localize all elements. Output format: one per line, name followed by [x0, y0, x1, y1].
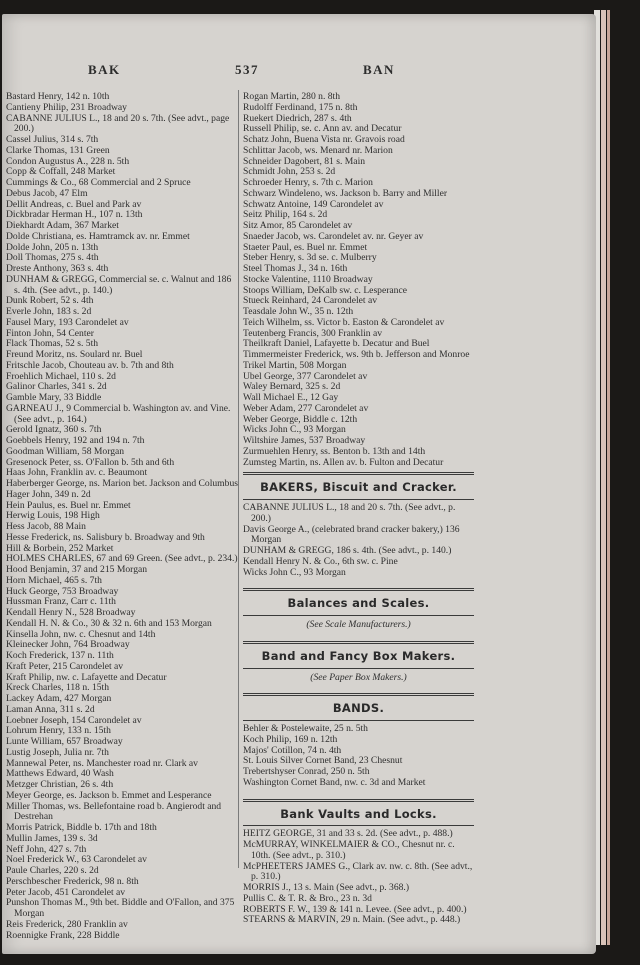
directory-entry: McMURRAY, WINKELMAIER & CO., Chesnut nr. c. 10th. (See advt., p. 310.) [243, 839, 455, 861]
directory-entry: HOLMES CHARLES, 67 and 69 Green. (See advt., p. 234.) [6, 553, 238, 565]
directory-entry: DUNHAM & GREGG, Commercial se. c. Walnut and 186 s. 4th. (See advt., p. 140.) [6, 273, 232, 296]
directory-entry: Pullis C. & T. R. & Bro., 23 n. 3d [243, 892, 372, 904]
directory-entry: Theilkraft Daniel, Lafayette b. Decatur and Buel [243, 338, 430, 350]
category-heading: BAKERS, Biscuit and Cracker. [243, 472, 474, 500]
directory-entry: Waley Bernard, 325 s. 2d [243, 381, 341, 393]
directory-entry: Froehlich Michael, 110 s. 2d [6, 370, 116, 382]
directory-entry: Horn Michael, 465 s. 7th [6, 574, 102, 586]
directory-entry: Meyer George, es. Jackson b. Emmet and Lesperance [6, 789, 212, 801]
directory-entry: CABANNE JULIUS L., 18 and 20 s. 7th. (See advt., p. 200.) [243, 502, 456, 524]
directory-entry: Hill & Borbein, 252 Market [6, 542, 114, 554]
directory-entry: Condon Augustus A., 228 n. 5th [6, 155, 130, 167]
directory-entry: Snaeder Jacob, ws. Carondelet av. nr. Geyer av [243, 230, 424, 242]
directory-entry: Weber George, Biddle c. 12th [243, 413, 358, 425]
directory-entry: Russell Philip, se. c. Ann av. and Decatur [243, 123, 402, 135]
directory-entry: Schroeder Henry, s. 7th c. Marion [243, 177, 373, 188]
directory-entry: Behler & Postelewaite, 25 n. 5th [243, 723, 368, 734]
running-head-left: BAK [88, 62, 121, 77]
directory-entry: HEITZ GEORGE, 31 and 33 s. 2d. (See advt., p. 488.) [243, 828, 453, 840]
directory-entry: Hein Paulus, es. Buel nr. Emmet [6, 499, 131, 511]
directory-entry: Laman Anna, 311 s. 2d [6, 703, 95, 715]
directory-entry: Dellit Andreas, c. Buel and Park av [6, 198, 142, 210]
directory-entry: Trikel Martin, 508 Morgan [243, 359, 347, 371]
directory-entry: McPHEETERS JAMES G., Clark av. nw. c. 8th. (See advt., p. 310.) [243, 860, 473, 883]
directory-entry: Lackey Adam, 427 Morgan [6, 693, 112, 704]
directory-entry: Schatz John, Buena Vista nr. Gravois road [243, 134, 405, 145]
directory-entry: Ruekert Diedrich, 287 s. 4th [243, 112, 352, 124]
directory-entry: Dolde Christiana, es. Hamtramck av. nr. Emmet [6, 230, 190, 242]
directory-entry: Freund Moritz, ns. Soulard nr. Buel [6, 349, 143, 360]
directory-entry: St. Louis Silver Cornet Band, 23 Chesnut [243, 755, 403, 767]
category-section [243, 693, 474, 792]
directory-entry: Bastard Henry, 142 n. 10th [6, 91, 110, 102]
directory-entry: Herwig Louis, 198 High [6, 510, 100, 522]
directory-entry: Kraft Peter, 215 Carondelet av [6, 660, 124, 672]
directory-entry: Timmermeister Frederick, ws. 9th b. Jefferson and Monroe [243, 349, 470, 360]
directory-entry: Loebner Joseph, 154 Carondelet av [6, 714, 142, 726]
directory-entry: Mannewal Peter, ns. Manchester road nr. Clark av [6, 757, 198, 769]
directory-entry: Weber Adam, 277 Carondelet av [243, 402, 369, 414]
directory-entry: Noel Frederick W., 63 Carondelet av [6, 854, 147, 866]
directory-entry: CABANNE JULIUS L., 18 and 20 s. 7th. (See advt., page 200.) [6, 112, 230, 135]
section-spacer [243, 789, 474, 793]
directory-entry: DUNHAM & GREGG, 186 s. 4th. (See advt., p. 140.) [243, 545, 452, 556]
directory-entry: Miller Thomas, ws. Bellefontaine road b. Angierodt and Destrehan [6, 800, 222, 823]
directory-entry: Koch Philip, 169 n. 12th [243, 733, 338, 745]
directory-entry: Huck George, 753 Broadway [6, 585, 119, 597]
section-spacer [243, 578, 474, 582]
directory-entry: Ubel George, 377 Carondelet av [243, 370, 368, 382]
directory-entry: Haas John, Franklin av. c. Beaumont [6, 467, 148, 479]
directory-entry: Dunk Robert, 52 s. 4th [6, 295, 94, 307]
directory-entry: Neff John, 427 s. 7th [6, 843, 87, 855]
category-section [243, 641, 474, 688]
running-head-right: BAN [363, 62, 395, 77]
directory-entry: Paule Charles, 220 s. 2d [6, 865, 99, 876]
directory-entry: Stoops William, DeKalb sw. c. Lesperance [243, 284, 407, 296]
directory-entry: Lunte William, 657 Broadway [6, 736, 123, 747]
directory-entry: Lustig Joseph, Julia nr. 7th [6, 746, 109, 758]
directory-entry: Cantieny Philip, 231 Broadway [6, 101, 127, 113]
directory-entry: Zurmuehlen Henry, ss. Benton b. 13th and 14th [243, 445, 426, 457]
directory-entry: Gerold Ignatz, 360 s. 7th [6, 424, 102, 436]
directory-entry: Cummings & Co., 68 Commercial and 2 Spruce [6, 177, 191, 188]
directory-entry: Galinor Charles, 341 s. 2d [6, 381, 107, 393]
directory-entry: Peter Jacob, 451 Carondelet av [6, 886, 126, 898]
directory-entry: Lohrum Henry, 133 n. 15th [6, 725, 111, 737]
directory-entry: Goebbels Henry, 192 and 194 n. 7th [6, 435, 145, 446]
directory-entry: Dickbradar Herman H., 107 n. 13th [6, 209, 143, 221]
directory-entry: Majos' Cotillon, 74 n. 4th [243, 744, 342, 756]
directory-entry: Gamble Mary, 33 Biddle [6, 392, 102, 403]
directory-entry: Kendall H. N. & Co., 30 & 32 n. 6th and 153 Morgan [6, 617, 212, 629]
directory-entry: Kendall Henry N. & Co., 6th sw. c. Pine [243, 555, 398, 567]
category-heading: BANDS. [243, 693, 474, 721]
directory-entry: Schlittar Jacob, ws. Menard nr. Marion [243, 144, 393, 156]
directory-entry: Gresenock Peter, ss. O'Fallon b. 5th and 6th [6, 456, 175, 468]
directory-entry: Schwatz Antoine, 149 Carondelet av [243, 198, 384, 210]
category-section [243, 588, 474, 635]
directory-entry: Wicks John C., 93 Morgan [243, 566, 346, 578]
directory-entry: Kendall Henry N., 528 Broadway [6, 607, 136, 618]
directory-entry: Seitz Philip, 164 s. 2d [243, 209, 328, 221]
category-section [243, 799, 474, 931]
directory-entry: Staeter Paul, es. Buel nr. Emmet [243, 241, 368, 253]
directory-entry: Roennigke Frank, 228 Biddle [6, 929, 120, 941]
directory-entry: Teutenberg Francis, 300 Franklin av [243, 327, 383, 339]
directory-entry: Diekhardt Adam, 367 Market [6, 220, 119, 231]
directory-entry: Kleinecker John, 764 Broadway [6, 639, 130, 651]
directory-entry: Flack Thomas, 52 s. 5th [6, 338, 99, 350]
category-section [243, 472, 474, 582]
directory-entry: MORRIS J., 13 s. Main (See advt., p. 368.) [243, 882, 410, 893]
directory-entry: Wicks John C., 93 Morgan [243, 424, 346, 436]
directory-entry: Morris Patrick, Biddle b. 17th and 18th [6, 822, 157, 833]
directory-entry: ROBERTS F. W., 139 & 141 n. Levee. (See advt., p. 400.) [243, 903, 467, 915]
directory-entry: Fritschle Jacob, Chouteau av. b. 7th and 8th [6, 359, 174, 371]
directory-entry: Teich Wilhelm, ss. Victor b. Easton & Carondelet av [243, 316, 445, 328]
directory-entry: Trebertshyser Conrad, 250 n. 5th [243, 766, 370, 777]
directory-entry: Punshon Thomas M., 9th bet. Biddle and O'Fallon, and 375 Morgan [6, 897, 235, 919]
category-heading: Band and Fancy Box Makers. [243, 641, 474, 669]
directory-entry: Metzger Christian, 26 s. 4th [6, 779, 114, 790]
column-divider [238, 90, 239, 868]
directory-entry: Dolde John, 205 n. 13th [6, 241, 99, 253]
category-heading: Bank Vaults and Locks. [243, 799, 474, 827]
directory-entry: Finton John, 54 Center [6, 327, 94, 339]
directory-entry: Everle John, 183 s. 2d [6, 306, 92, 317]
page-edge [607, 10, 610, 945]
section-spacer [243, 926, 474, 930]
directory-entry: Hess Jacob, 88 Main [6, 521, 86, 532]
directory-entry: Copp & Coffall, 248 Market [6, 166, 116, 178]
directory-entry: Schneider Dagobert, 81 s. Main [243, 155, 366, 167]
directory-entry: Stocke Valentine, 1110 Broadway [243, 273, 373, 285]
left-column [6, 92, 238, 941]
directory-entry: Steber Henry, s. 3d se. c. Mulberry [243, 252, 377, 264]
directory-entry: Haberberger George, ns. Marion bet. Jackson and Columbus [6, 478, 238, 489]
directory-entry: Rogan Martin, 280 n. 8th [243, 91, 340, 102]
directory-entry: Wiltshire James, 537 Broadway [243, 435, 366, 446]
directory-entry: Matthews Edward, 40 Wash [6, 768, 114, 780]
directory-entry: Goodman William, 58 Morgan [6, 445, 125, 457]
directory-entry: Perschbescher Frederick, 98 n. 8th [6, 875, 139, 887]
directory-entry: Kraft Philip, nw. c. Lafayette and Decatur [6, 671, 167, 683]
directory-entry: Rudolff Ferdinand, 175 n. 8th [243, 101, 358, 113]
directory-entry: Wall Michael E., 12 Gay [243, 392, 339, 403]
directory-entry: Hussman Franz, Carr c. 11th [6, 596, 116, 608]
directory-entry: Mullin James, 139 s. 3d [6, 832, 98, 844]
directory-entry: Schwarz Windeleno, ws. Jackson b. Barry and Miller [243, 187, 448, 199]
directory-entry: Schmidt John, 253 s. 2d [243, 166, 336, 178]
directory-entry: Doll Thomas, 275 s. 4th [6, 252, 99, 264]
directory-entry: Kreck Charles, 118 n. 15th [6, 682, 110, 694]
directory-entry: STEARNS & MARVIN, 29 n. Main. (See advt., p. 448.) [243, 914, 461, 926]
directory-entry: Stueck Reinhard, 24 Carondelet av [243, 295, 378, 307]
directory-entry: Hesse Frederick, ns. Salisbury b. Broadway and 9th [6, 531, 205, 543]
directory-entry: Reis Frederick, 280 Franklin av [6, 918, 128, 930]
directory-entry: Debus Jacob, 47 Elm [6, 187, 88, 199]
category-heading: Balances and Scales. [243, 588, 474, 616]
directory-entry: Teasdale John W., 35 n. 12th [243, 306, 354, 317]
directory-entry: GARNEAU J., 9 Commercial b. Washington av. and Vine. (See advt., p. 164.) [6, 402, 231, 425]
directory-entry: Davis George A., (celebrated brand cracker bakery,) 136 Morgan [243, 523, 460, 546]
directory-entry: Zumsteg Martin, ns. Allen av. b. Fulton and Decatur [243, 456, 444, 468]
directory-entry: Washington Cornet Band, nw. c. 3d and Market [243, 776, 426, 788]
cross-reference-note: (See Scale Manufacturers.) [306, 619, 411, 630]
page-edge [601, 10, 606, 945]
directory-entry: Dreste Anthony, 363 s. 4th [6, 263, 109, 274]
directory-entry: Hager John, 349 n. 2d [6, 488, 91, 500]
directory-entry: Clarke Thomas, 131 Green [6, 144, 110, 156]
page-number: 537 [235, 62, 259, 77]
directory-entry: Steel Thomas J., 34 n. 16th [243, 263, 348, 274]
directory-entry: Fausel Mary, 193 Carondelet av [6, 316, 129, 328]
directory-entry: Cassel Julius, 314 s. 7th [6, 134, 99, 145]
cross-reference-note: (See Paper Box Makers.) [310, 671, 407, 683]
directory-entry: Sitz Amor, 85 Carondelet av [243, 220, 353, 231]
right-column [243, 92, 474, 930]
directory-entry: Kinsella John, nw. c. Chesnut and 14th [6, 628, 156, 640]
directory-entry: Koch Frederick, 137 n. 11th [6, 650, 114, 661]
directory-entry: Hood Benjamin, 37 and 215 Morgan [6, 564, 148, 575]
